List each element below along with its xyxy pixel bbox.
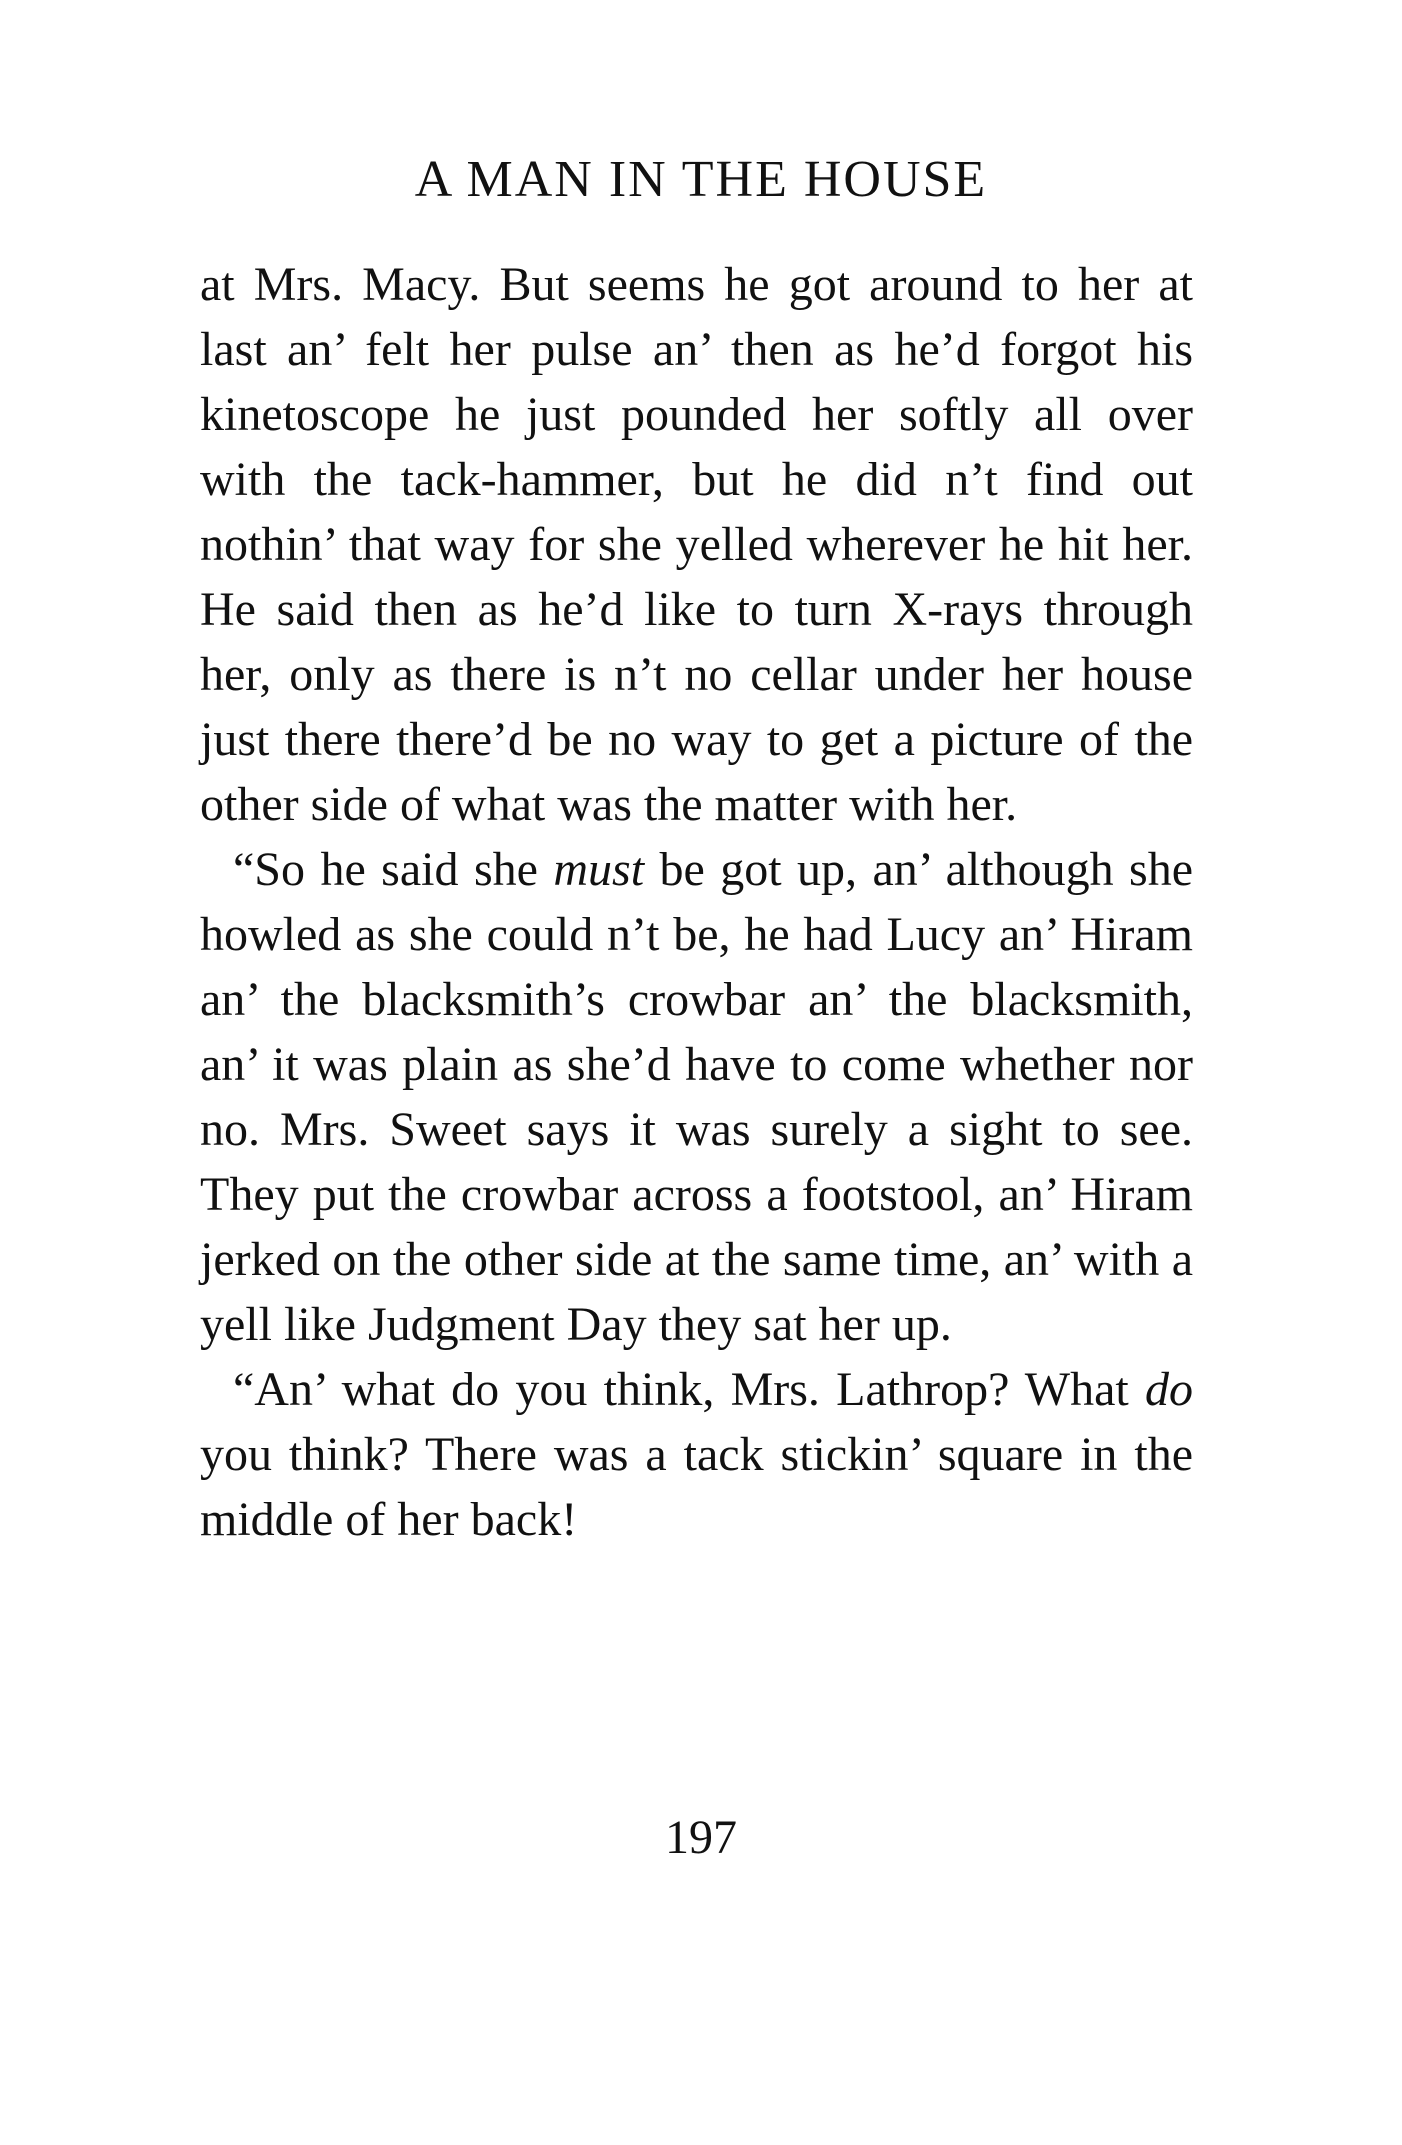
running-title: A MAN IN THE HOUSE [414,151,988,208]
emphasis-must: must [553,843,645,896]
emphasis-do: do [1145,1363,1193,1416]
page-number: 197 [665,1811,737,1864]
paragraph-2-part-1: “So he said she [233,843,554,896]
paragraph-2 [200,837,1193,1357]
paragraph-2-part-2: be got up, an’ although she howled as she could n’t be, he had Lucy an’ Hiram an’ the blacksmith’s crowbar an’ the blacksmith, an’ it was plain as she’d have to come whether nor no. Mrs. Sweet says it was surely a sight to see. They put the crowbar across a footstool, an’ Hiram jerked on the other side at the same time, an’ with a yell like Judgment Day they sat her up. [200,843,1193,1351]
paragraph-3-part-1: “An’ what do you think, Mrs. Lathrop? What [233,1363,1145,1416]
paragraph-1: at Mrs. Macy. But seems he got around to her at last an’ felt her pulse an’ then as he’d forgot his kinetoscope he just pounded her softly all over with the tack-hammer, but he did n’t find out nothin’ that way for she yelled wherever he hit her. He said then as he’d like to turn X-rays through her, only as there is n’t no cellar under her house just there there’d be no way to get a picture of the other side of what was the matter with her. [200,258,1193,831]
body-text [200,252,1193,1552]
paragraph-3 [200,1357,1193,1552]
paragraph-3-part-2: you think? There was a tack stickin’ square in the middle of her back! [200,1428,1193,1546]
